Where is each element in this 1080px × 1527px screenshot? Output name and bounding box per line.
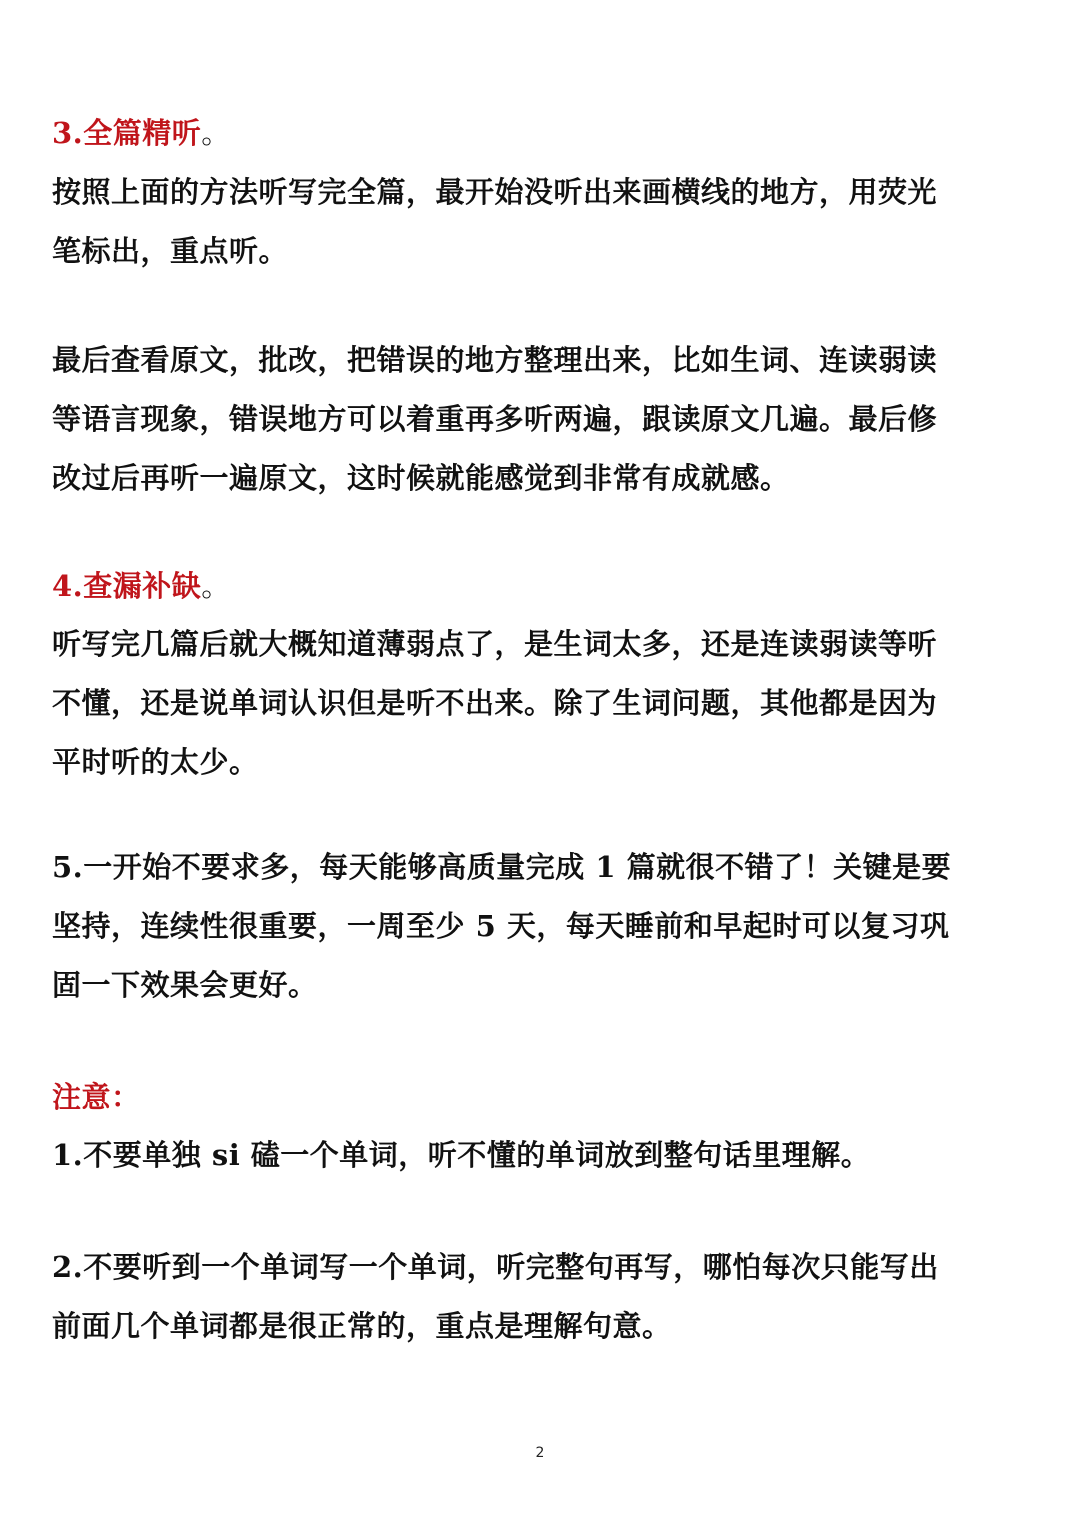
notes-item-2 xyxy=(52,1238,1032,1356)
notes-item-1 xyxy=(52,1126,1032,1185)
text-line: 2.不要听到一个单词写一个单词，听完整句再写，哪怕每次只能写出 xyxy=(52,1250,939,1284)
section-3-heading xyxy=(52,104,1032,163)
section-3-heading-text: 3.全篇精听 xyxy=(52,116,202,150)
text-line: 固一下效果会更好。 xyxy=(52,968,318,1002)
text-line: 听写完几篇后就大概知道薄弱点了，是生词太多，还是连读弱读等听 xyxy=(52,627,938,661)
page-number: 2 xyxy=(535,1445,545,1461)
text-line: 笔标出，重点听。 xyxy=(52,234,289,268)
text-line: 前面几个单词都是很正常的，重点是理解句意。 xyxy=(52,1309,672,1343)
text-line: 按照上面的方法听写完全篇，最开始没听出来画横线的地方，用荧光 xyxy=(52,175,938,209)
section-3-paragraph-2 xyxy=(52,331,1032,508)
section-3-heading-punct: 。 xyxy=(201,116,231,150)
text-line: 5.一开始不要求多，每天能够高质量完成 1 篇就很不错了！关键是要 xyxy=(52,850,952,884)
text-line: 改过后再听一遍原文，这时候就能感觉到非常有成就感。 xyxy=(52,461,790,495)
text-line: 等语言现象，错误地方可以着重再多听两遍，跟读原文几遍。最后修 xyxy=(52,402,938,436)
section-4-heading-punct: 。 xyxy=(201,569,231,603)
section-3-paragraph-1 xyxy=(52,163,1032,281)
text-line: 坚持，连续性很重要，一周至少 5 天，每天睡前和早起时可以复习巩 xyxy=(52,909,950,943)
section-4-heading-text: 4.查漏补缺 xyxy=(52,569,202,603)
section-4-paragraph xyxy=(52,615,1032,792)
text-line: 最后查看原文，批改，把错误的地方整理出来，比如生词、连读弱读 xyxy=(52,343,938,377)
section-5-paragraph xyxy=(52,838,1032,1015)
text-line: 不懂，还是说单词认识但是听不出来。除了生词问题，其他都是因为 xyxy=(52,686,938,720)
notes-heading: 注意： xyxy=(52,1080,141,1114)
section-4-heading xyxy=(52,557,1032,616)
text-line: 1.不要单独 si 磕一个单词，听不懂的单词放到整句话里理解。 xyxy=(52,1138,871,1172)
text-line: 平时听的太少。 xyxy=(52,745,259,779)
